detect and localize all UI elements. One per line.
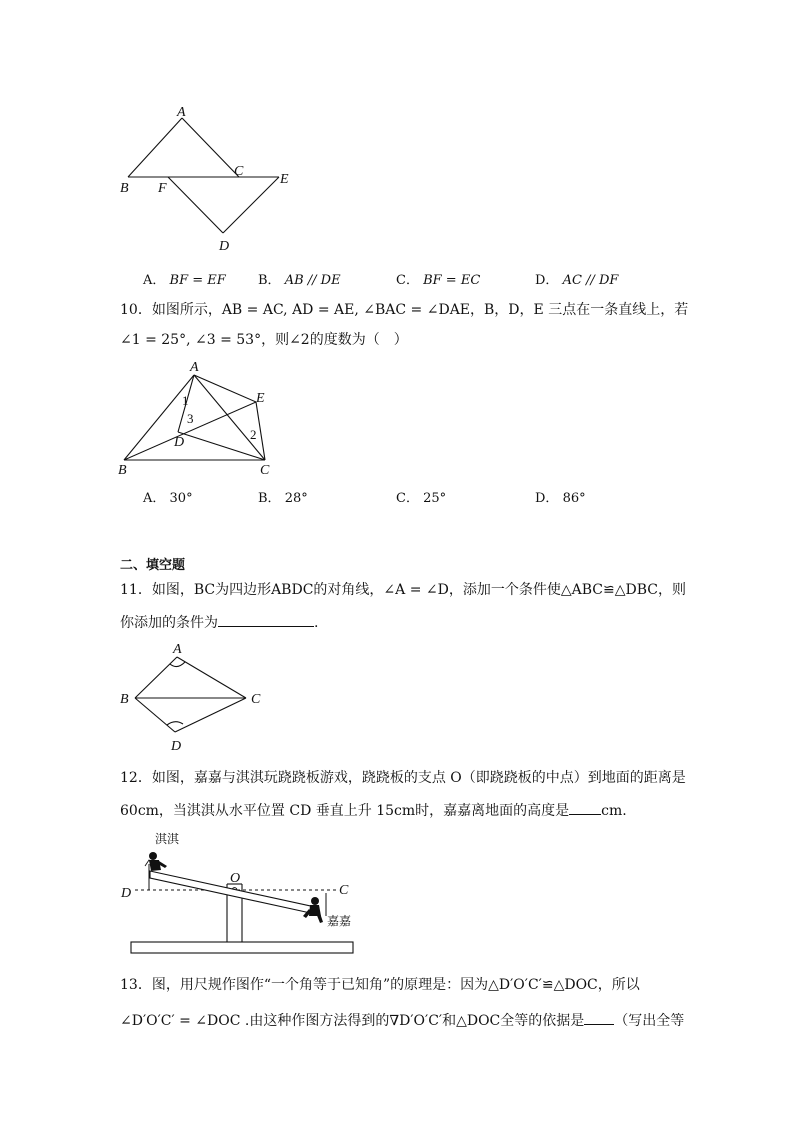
option-letter: C． — [396, 273, 419, 288]
option-text: 25° — [423, 491, 447, 506]
q11-label-b: B — [120, 692, 129, 707]
option-letter: D． — [535, 491, 559, 506]
q10-angle-1: 1 — [182, 393, 189, 408]
q9-option-c[interactable] — [396, 269, 480, 288]
q11-stem-line2 — [120, 612, 318, 633]
q10-option-d[interactable] — [535, 487, 586, 506]
q11-figure — [115, 638, 275, 756]
q13-stem-line1: 13．图，用尺规作图作“一个角等于已知角”的原理是：因为△D′O′C′≌△DOC，所以 — [120, 977, 640, 993]
q12-label-qiqi: 淇淇 — [155, 832, 180, 846]
option-text: 86° — [562, 491, 586, 506]
q9-label-d: D — [219, 239, 230, 254]
q10-label-c: C — [260, 463, 270, 478]
q10-stem-line1: 10．如图所示，AB = AC, AD = AE, ∠BAC = ∠DAE，B，D，E 三点在一条直线上，若 — [120, 302, 689, 318]
q12-figure — [115, 830, 365, 960]
q9-figure — [110, 100, 310, 260]
q11-stem-line1: 11．如图，BC为四边形ABDC的对角线，∠A = ∠D，添加一个条件使△ABC≌△DBC，则 — [120, 582, 686, 598]
option-letter: D． — [535, 273, 559, 288]
q10-option-c[interactable] — [396, 487, 446, 506]
q10-figure — [110, 355, 290, 480]
q12-label-jiajia: 嘉嘉 — [327, 914, 352, 928]
q9-label-b: B — [120, 181, 129, 196]
q12-label-d: D — [121, 886, 132, 901]
q12-stem-suffix: cm. — [601, 803, 627, 819]
q10-option-b[interactable] — [258, 487, 308, 506]
option-letter: C． — [396, 491, 419, 506]
option-text: BF = EC — [423, 273, 481, 288]
q10-label-b: B — [118, 463, 127, 478]
q13-answer-blank[interactable] — [584, 1010, 614, 1025]
q12-stem-line1: 12．如图，嘉嘉与淇淇玩跷跷板游戏，跷跷板的支点 O（即跷跷板的中点）到地面的距离是 — [120, 770, 686, 786]
q12-answer-blank[interactable] — [569, 800, 601, 815]
option-letter: A． — [143, 491, 166, 506]
option-text: AC // DF — [562, 273, 619, 288]
q11-label-c: C — [251, 692, 261, 707]
option-letter: B． — [258, 491, 281, 506]
ground — [131, 942, 353, 953]
q9-label-f: F — [158, 181, 167, 196]
option-text: 30° — [169, 491, 193, 506]
q13-stem-suffix: （写出全等 — [614, 1013, 685, 1029]
section-title: 二、填空题 — [120, 558, 186, 573]
option-text: BF = EF — [169, 273, 226, 288]
option-letter: B． — [258, 273, 281, 288]
q11-stem-prefix: 你添加的条件为 — [120, 615, 218, 631]
q9-option-a[interactable] — [143, 269, 226, 288]
qiqi-figure-icon — [149, 852, 167, 871]
q11-stem-suffix: . — [314, 615, 319, 631]
q9-option-d[interactable] — [535, 269, 618, 288]
q10-label-e: E — [256, 391, 265, 406]
q9-label-c: C — [234, 164, 244, 179]
q10-angle-3: 3 — [187, 411, 194, 426]
q12-label-o: O — [230, 871, 241, 886]
q11-label-a: A — [173, 642, 182, 657]
q9-label-e: E — [280, 172, 289, 187]
q11-label-d: D — [171, 739, 182, 754]
q11-answer-blank[interactable] — [218, 612, 314, 627]
q10-label-d: D — [174, 435, 185, 450]
q9-option-b[interactable] — [258, 269, 341, 288]
q10-angle-2: 2 — [250, 427, 257, 442]
q10-option-a[interactable] — [143, 487, 193, 506]
q12-label-c: C — [339, 883, 349, 898]
q9-label-a: A — [177, 105, 186, 120]
option-text: AB // DE — [284, 273, 341, 288]
q12-stem-line2 — [120, 800, 627, 821]
q10-label-a: A — [190, 360, 199, 375]
option-text: 28° — [284, 491, 308, 506]
q13-stem-line2 — [120, 1010, 684, 1031]
option-letter: A． — [143, 273, 166, 288]
q13-stem-prefix: ∠D′O′C′ = ∠DOC .由这种作图方法得到的∇D′O′C′和△DOC全等的依据是 — [120, 1013, 585, 1029]
q10-stem-line2: ∠1 = 25°, ∠3 = 53°，则∠2的度数为（ ） — [120, 332, 408, 348]
q12-stem-prefix: 60cm，当淇淇从水平位置 CD 垂直上升 15cm时，嘉嘉离地面的高度是 — [120, 803, 570, 819]
